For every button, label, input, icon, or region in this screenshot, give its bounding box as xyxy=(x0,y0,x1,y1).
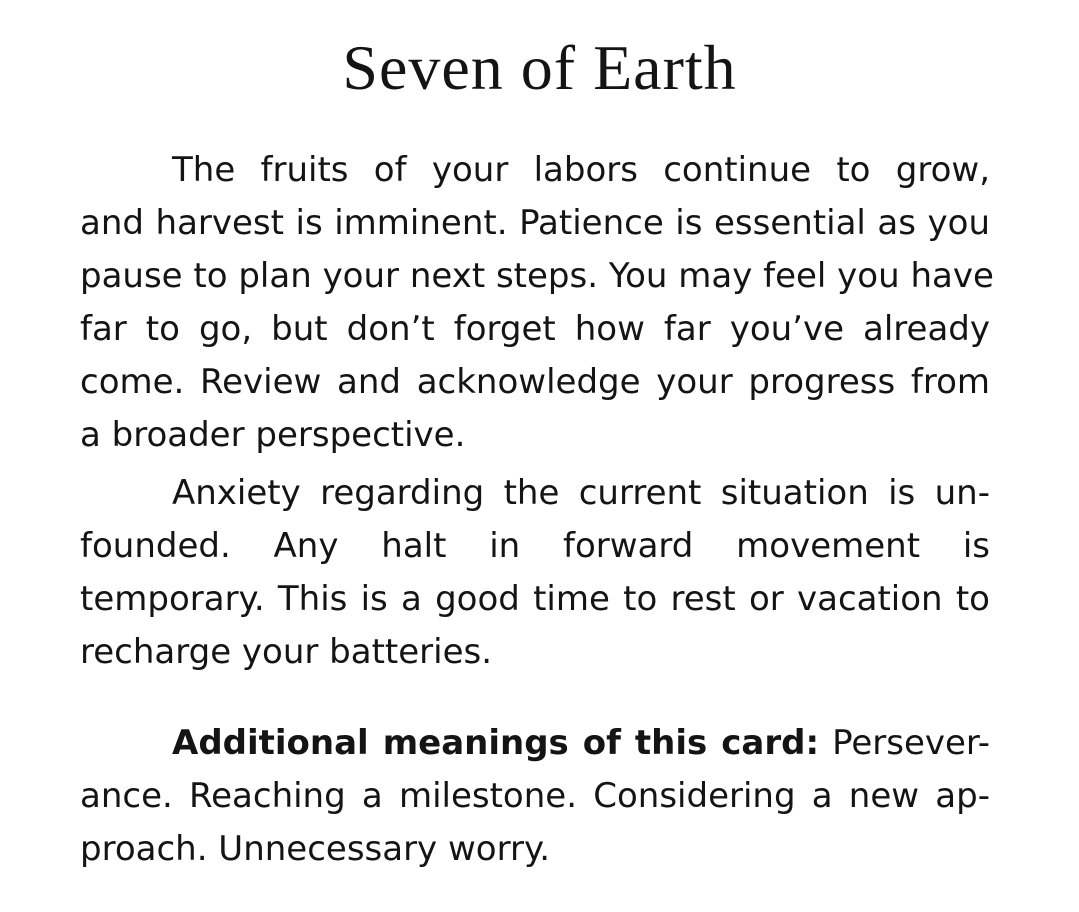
additional-meanings-text: Persever- xyxy=(819,723,990,763)
text-line: a broader perspective. xyxy=(80,415,466,455)
paragraph-anxiety xyxy=(80,467,990,679)
text-line: come. Review and acknowledge your progress from xyxy=(80,362,990,402)
text-line xyxy=(80,717,990,770)
text-line: proach. Unnecessary worry. xyxy=(80,829,551,869)
card-title: Seven of Earth xyxy=(342,32,737,103)
text-line: Anxiety regarding the current situation is un- xyxy=(172,473,990,513)
paragraph-card-meaning xyxy=(80,144,994,462)
text-line: and harvest is imminent. Patience is essential as you xyxy=(80,203,990,243)
paragraph-additional-meanings xyxy=(80,717,990,876)
text-line: pause to plan your next steps. You may feel you have xyxy=(80,256,994,296)
text-line: temporary. This is a good time to rest or vacation to xyxy=(80,579,990,619)
text-line: founded. Any halt in forward movement is xyxy=(80,526,990,566)
text-line: far to go, but don’t forget how far you’ve already xyxy=(80,309,990,349)
additional-meanings-heading: Additional meanings of this card: xyxy=(172,723,820,763)
text-line: ance. Reaching a milestone. Considering a new ap- xyxy=(80,776,990,816)
text-line: recharge your batteries. xyxy=(80,632,493,672)
text-line: The fruits of your labors continue to grow, xyxy=(172,150,990,190)
